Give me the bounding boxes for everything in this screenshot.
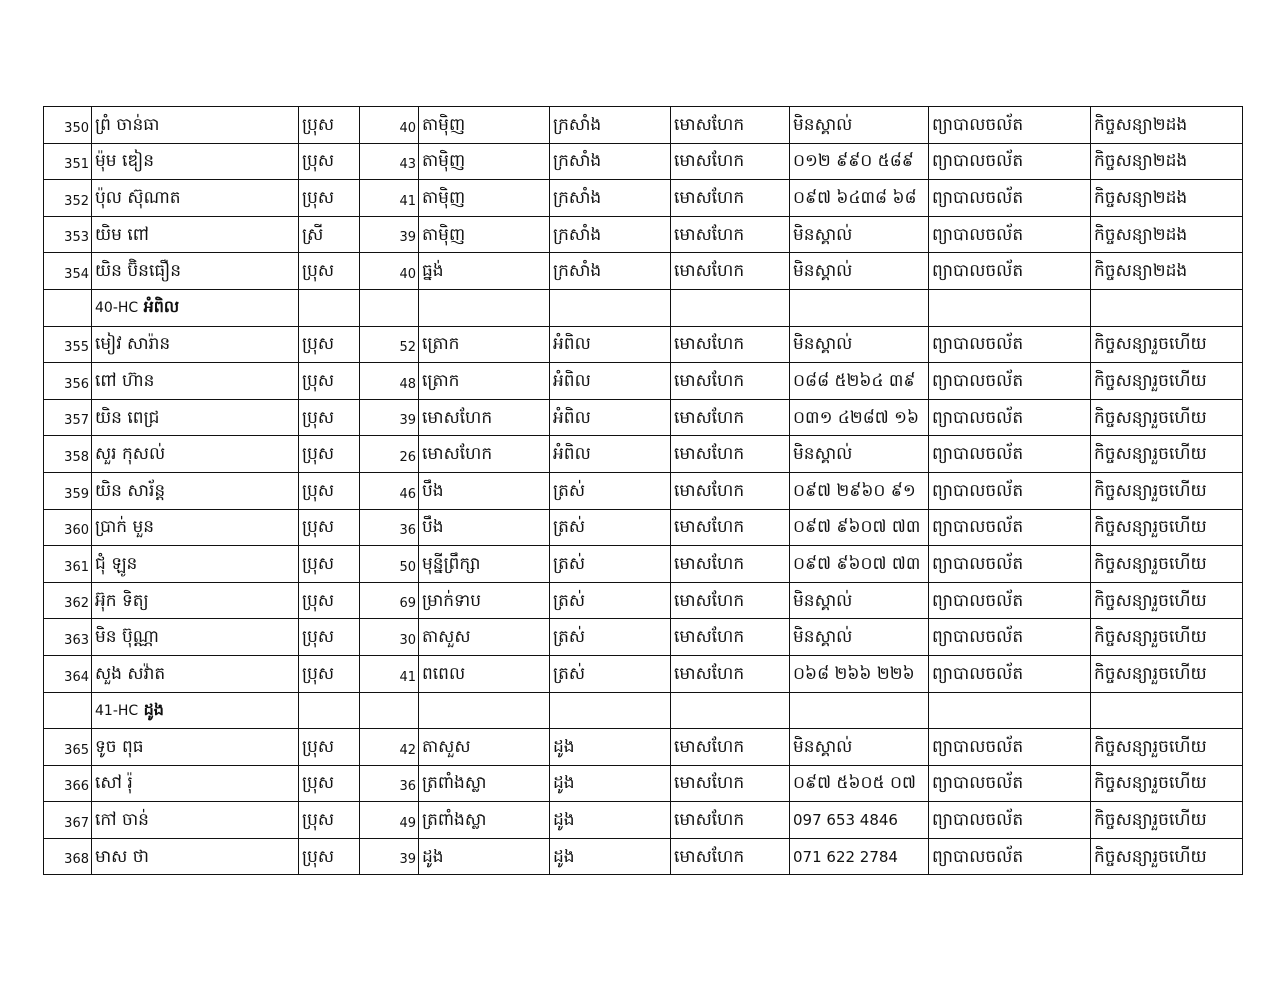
phone-cell: ០៩៧ ៥៦០៥ ០៧ [790, 765, 929, 802]
district-cell: មោសហែក [671, 546, 790, 583]
name-cell: មាស ថា [92, 838, 299, 875]
commune-cell: ដូង [550, 729, 671, 766]
treatment-cell: ព្យាបាលចល័ត [929, 326, 1091, 363]
age-cell: 39 [360, 399, 419, 436]
commune-cell: ក្រសាំង [550, 180, 671, 217]
age-cell: 39 [360, 216, 419, 253]
phone-cell: ០៩៧ ៩៦០៧ ៧៣ [790, 509, 929, 546]
table-row [44, 436, 1243, 473]
age-cell: 41 [360, 180, 419, 217]
district-cell: មោសហែក [671, 436, 790, 473]
row-number-cell: 351 [44, 143, 92, 180]
age-cell: 49 [360, 802, 419, 839]
sex-cell: ស្រី [299, 216, 360, 253]
treatment-cell: ព្យាបាលចល័ត [929, 107, 1091, 144]
table-row [44, 729, 1243, 766]
district-cell: មោសហែក [671, 619, 790, 656]
sex-cell: ប្រុស [299, 363, 360, 400]
table-row [44, 107, 1243, 144]
status-cell: កិច្ចសន្យារួចហើយ [1091, 619, 1243, 656]
village-cell: មោសហែក [419, 399, 550, 436]
status-cell: កិច្ចសន្យារួចហើយ [1091, 436, 1243, 473]
row-number-cell: 367 [44, 802, 92, 839]
empty-cell [671, 289, 790, 326]
row-number-cell: 356 [44, 363, 92, 400]
age-cell: 30 [360, 619, 419, 656]
commune-cell: អំពិល [550, 399, 671, 436]
table-row [44, 363, 1243, 400]
status-cell: កិច្ចសន្យារួចហើយ [1091, 326, 1243, 363]
table-row [44, 326, 1243, 363]
row-number-cell: 358 [44, 436, 92, 473]
status-cell: កិច្ចសន្យារួចហើយ [1091, 582, 1243, 619]
phone-cell: ០៩៧ ៦៤៣៨ ៦៨ [790, 180, 929, 217]
row-number-cell: 362 [44, 582, 92, 619]
district-cell: មោសហែក [671, 143, 790, 180]
sex-cell: ប្រុស [299, 143, 360, 180]
treatment-cell: ព្យាបាលចល័ត [929, 363, 1091, 400]
empty-cell [550, 692, 671, 729]
phone-cell: ០៨៨ ៥២៦៤ ៣៩ [790, 363, 929, 400]
empty-cell [929, 692, 1091, 729]
age-cell: 48 [360, 363, 419, 400]
district-cell: មោសហែក [671, 253, 790, 290]
district-cell: មោសហែក [671, 802, 790, 839]
section-name: អំពិល [143, 297, 180, 317]
sex-cell: ប្រុស [299, 619, 360, 656]
status-cell: កិច្ចសន្យារួចហើយ [1091, 546, 1243, 583]
status-cell: កិច្ចសន្យារួចហើយ [1091, 765, 1243, 802]
empty-cell [299, 289, 360, 326]
commune-cell: ដូង [550, 802, 671, 839]
table-row [44, 655, 1243, 692]
treatment-cell: ព្យាបាលចល័ត [929, 546, 1091, 583]
name-cell: អ៊ុក ទិត្យ [92, 582, 299, 619]
table-row [44, 399, 1243, 436]
phone-cell: មិនស្គាល់ [790, 619, 929, 656]
district-cell: មោសហែក [671, 326, 790, 363]
sex-cell: ប្រុស [299, 326, 360, 363]
village-cell: មោសហែក [419, 436, 550, 473]
table-row [44, 216, 1243, 253]
district-cell: មោសហែក [671, 838, 790, 875]
name-cell: សៅ រ៉ុ [92, 765, 299, 802]
commune-cell: អំពិល [550, 326, 671, 363]
name-cell: យិន ប៊ិនធឿន [92, 253, 299, 290]
village-cell: ពពេល [419, 655, 550, 692]
sex-cell: ប្រុស [299, 655, 360, 692]
treatment-cell: ព្យាបាលចល័ត [929, 143, 1091, 180]
row-number-cell: 368 [44, 838, 92, 875]
sex-cell: ប្រុស [299, 582, 360, 619]
empty-cell [671, 692, 790, 729]
commune-cell: ត្រស់ [550, 546, 671, 583]
treatment-cell: ព្យាបាលចល័ត [929, 838, 1091, 875]
row-number-cell: 352 [44, 180, 92, 217]
table-row [44, 180, 1243, 217]
table-row [44, 582, 1243, 619]
status-cell: កិច្ចសន្យារួចហើយ [1091, 472, 1243, 509]
empty-cell [299, 692, 360, 729]
table-row [44, 509, 1243, 546]
commune-cell: ត្រស់ [550, 619, 671, 656]
sex-cell: ប្រុស [299, 765, 360, 802]
district-cell: មោសហែក [671, 509, 790, 546]
village-cell: មុន្នីព្រឹក្សា [419, 546, 550, 583]
district-cell: មោសហែក [671, 729, 790, 766]
commune-cell: ត្រស់ [550, 472, 671, 509]
village-cell: តាសួស [419, 619, 550, 656]
district-cell: មោសហែក [671, 216, 790, 253]
phone-cell: មិនស្គាល់ [790, 253, 929, 290]
village-cell: តាម៉ិញ [419, 216, 550, 253]
phone-cell: 097 653 4846 [790, 802, 929, 839]
section-code: 40-HC [95, 300, 139, 317]
row-number-cell: 363 [44, 619, 92, 656]
table-row [44, 253, 1243, 290]
sex-cell: ប្រុស [299, 107, 360, 144]
village-cell: តាម៉ិញ [419, 180, 550, 217]
name-cell: ទូច ពុធ [92, 729, 299, 766]
status-cell: កិច្ចសន្យា២ដង [1091, 216, 1243, 253]
district-cell: មោសហែក [671, 399, 790, 436]
treatment-cell: ព្យាបាលចល័ត [929, 399, 1091, 436]
sex-cell: ប្រុស [299, 180, 360, 217]
treatment-cell: ព្យាបាលចល័ត [929, 216, 1091, 253]
row-number-cell: 366 [44, 765, 92, 802]
treatment-cell: ព្យាបាលចល័ត [929, 582, 1091, 619]
age-cell: 40 [360, 107, 419, 144]
phone-cell: ០៣១ ៤២៨៧ ១៦ [790, 399, 929, 436]
row-number-cell: 364 [44, 655, 92, 692]
table-row [44, 619, 1243, 656]
status-cell: កិច្ចសន្យា២ដង [1091, 107, 1243, 144]
age-cell: 46 [360, 472, 419, 509]
village-cell: តាសួស [419, 729, 550, 766]
treatment-cell: ព្យាបាលចល័ត [929, 253, 1091, 290]
commune-cell: ក្រសាំង [550, 143, 671, 180]
village-cell: ត្រពាំងស្លា [419, 802, 550, 839]
district-cell: មោសហែក [671, 582, 790, 619]
village-cell: ត្រោក [419, 326, 550, 363]
name-cell: មិន ប៊ុណ្ណា [92, 619, 299, 656]
phone-cell: មិនស្គាល់ [790, 107, 929, 144]
name-cell: យិន ពេជ្រ [92, 399, 299, 436]
treatment-cell: ព្យាបាលចល័ត [929, 180, 1091, 217]
treatment-cell: ព្យាបាលចល័ត [929, 802, 1091, 839]
section-header-row [44, 289, 1243, 326]
row-number-cell: 357 [44, 399, 92, 436]
village-cell: ធ្នង់ [419, 253, 550, 290]
records-table [43, 106, 1243, 875]
sex-cell: ប្រុស [299, 472, 360, 509]
row-number-cell [44, 289, 92, 326]
table-row [44, 546, 1243, 583]
sex-cell: ប្រុស [299, 253, 360, 290]
commune-cell: ក្រសាំង [550, 253, 671, 290]
table-row [44, 143, 1243, 180]
district-cell: មោសហែក [671, 107, 790, 144]
village-cell: បឹង [419, 472, 550, 509]
name-cell: ប្រាក់ មួន [92, 509, 299, 546]
age-cell: 40 [360, 253, 419, 290]
village-cell: បឹង [419, 509, 550, 546]
commune-cell: ត្រស់ [550, 509, 671, 546]
table-row [44, 802, 1243, 839]
status-cell: កិច្ចសន្យារួចហើយ [1091, 655, 1243, 692]
name-cell: ប៉ុល ស៊ុណាត [92, 180, 299, 217]
treatment-cell: ព្យាបាលចល័ត [929, 655, 1091, 692]
table-row [44, 472, 1243, 509]
age-cell: 36 [360, 765, 419, 802]
sex-cell: ប្រុស [299, 436, 360, 473]
age-cell: 69 [360, 582, 419, 619]
empty-cell [1091, 289, 1243, 326]
phone-cell: 071 622 2784 [790, 838, 929, 875]
age-cell: 42 [360, 729, 419, 766]
name-cell: ព្រំ ចាន់ធា [92, 107, 299, 144]
name-cell: ពៅ ហ៊ាន [92, 363, 299, 400]
treatment-cell: ព្យាបាលចល័ត [929, 765, 1091, 802]
treatment-cell: ព្យាបាលចល័ត [929, 619, 1091, 656]
empty-cell [1091, 692, 1243, 729]
phone-cell: ០៩៧ ៩៦០៧ ៧៣ [790, 546, 929, 583]
empty-cell [550, 289, 671, 326]
village-cell: តាម៉ិញ [419, 143, 550, 180]
row-number-cell [44, 692, 92, 729]
district-cell: មោសហែក [671, 655, 790, 692]
commune-cell: ដូង [550, 838, 671, 875]
empty-cell [790, 692, 929, 729]
empty-cell [419, 692, 550, 729]
phone-cell: ០៩៧ ២៩៦០ ៩១ [790, 472, 929, 509]
row-number-cell: 355 [44, 326, 92, 363]
commune-cell: អំពិល [550, 436, 671, 473]
district-cell: មោសហែក [671, 472, 790, 509]
phone-cell: ០៦៨ ២៦៦ ២២៦ [790, 655, 929, 692]
status-cell: កិច្ចសន្យា២ដង [1091, 180, 1243, 217]
phone-cell: មិនស្គាល់ [790, 326, 929, 363]
commune-cell: ដូង [550, 765, 671, 802]
phone-cell: ០១២ ៩៩០ ៥៨៩ [790, 143, 929, 180]
section-title-cell [92, 692, 299, 729]
status-cell: កិច្ចសន្យារួចហើយ [1091, 802, 1243, 839]
name-cell: សួង សវ៉ាត [92, 655, 299, 692]
row-number-cell: 360 [44, 509, 92, 546]
row-number-cell: 350 [44, 107, 92, 144]
status-cell: កិច្ចសន្យា២ដង [1091, 143, 1243, 180]
village-cell: តាម៉ិញ [419, 107, 550, 144]
commune-cell: អំពិល [550, 363, 671, 400]
commune-cell: ក្រសាំង [550, 216, 671, 253]
phone-cell: មិនស្គាល់ [790, 729, 929, 766]
age-cell: 36 [360, 509, 419, 546]
row-number-cell: 353 [44, 216, 92, 253]
empty-cell [790, 289, 929, 326]
row-number-cell: 361 [44, 546, 92, 583]
status-cell: កិច្ចសន្យា២ដង [1091, 253, 1243, 290]
name-cell: កៅ ចាន់ [92, 802, 299, 839]
phone-cell: មិនស្គាល់ [790, 436, 929, 473]
commune-cell: ត្រស់ [550, 582, 671, 619]
age-cell: 26 [360, 436, 419, 473]
treatment-cell: ព្យាបាលចល័ត [929, 509, 1091, 546]
sex-cell: ប្រុស [299, 802, 360, 839]
phone-cell: មិនស្គាល់ [790, 216, 929, 253]
status-cell: កិច្ចសន្យារួចហើយ [1091, 363, 1243, 400]
age-cell: 50 [360, 546, 419, 583]
district-cell: មោសហែក [671, 180, 790, 217]
phone-cell: មិនស្គាល់ [790, 582, 929, 619]
village-cell: ដូង [419, 838, 550, 875]
row-number-cell: 354 [44, 253, 92, 290]
sex-cell: ប្រុស [299, 546, 360, 583]
empty-cell [360, 289, 419, 326]
age-cell: 52 [360, 326, 419, 363]
age-cell: 41 [360, 655, 419, 692]
status-cell: កិច្ចសន្យារួចហើយ [1091, 729, 1243, 766]
status-cell: កិច្ចសន្យារួចហើយ [1091, 399, 1243, 436]
section-name: ដូង [143, 699, 164, 719]
sex-cell: ប្រុស [299, 729, 360, 766]
status-cell: កិច្ចសន្យារួចហើយ [1091, 838, 1243, 875]
name-cell: សួរ កុសល់ [92, 436, 299, 473]
table-row [44, 838, 1243, 875]
sex-cell: ប្រុស [299, 399, 360, 436]
empty-cell [360, 692, 419, 729]
section-code: 41-HC [95, 702, 139, 719]
name-cell: យិម ពៅ [92, 216, 299, 253]
table-row [44, 765, 1243, 802]
name-cell: ម៉ុម ឌៀន [92, 143, 299, 180]
name-cell: យិន សារ័ន្ត [92, 472, 299, 509]
age-cell: 43 [360, 143, 419, 180]
name-cell: មៀវ សារ៉ាន [92, 326, 299, 363]
commune-cell: ក្រសាំង [550, 107, 671, 144]
name-cell: ជុំ ឡូន [92, 546, 299, 583]
treatment-cell: ព្យាបាលចល័ត [929, 436, 1091, 473]
row-number-cell: 365 [44, 729, 92, 766]
age-cell: 39 [360, 838, 419, 875]
village-cell: ត្រោក [419, 363, 550, 400]
district-cell: មោសហែក [671, 363, 790, 400]
village-cell: ម្រាក់ទាប [419, 582, 550, 619]
village-cell: ត្រពាំងស្លា [419, 765, 550, 802]
section-title-cell [92, 289, 299, 326]
sex-cell: ប្រុស [299, 838, 360, 875]
status-cell: កិច្ចសន្យារួចហើយ [1091, 509, 1243, 546]
empty-cell [929, 289, 1091, 326]
section-header-row [44, 692, 1243, 729]
row-number-cell: 359 [44, 472, 92, 509]
treatment-cell: ព្យាបាលចល័ត [929, 472, 1091, 509]
commune-cell: ត្រស់ [550, 655, 671, 692]
treatment-cell: ព្យាបាលចល័ត [929, 729, 1091, 766]
sex-cell: ប្រុស [299, 509, 360, 546]
district-cell: មោសហែក [671, 765, 790, 802]
empty-cell [419, 289, 550, 326]
